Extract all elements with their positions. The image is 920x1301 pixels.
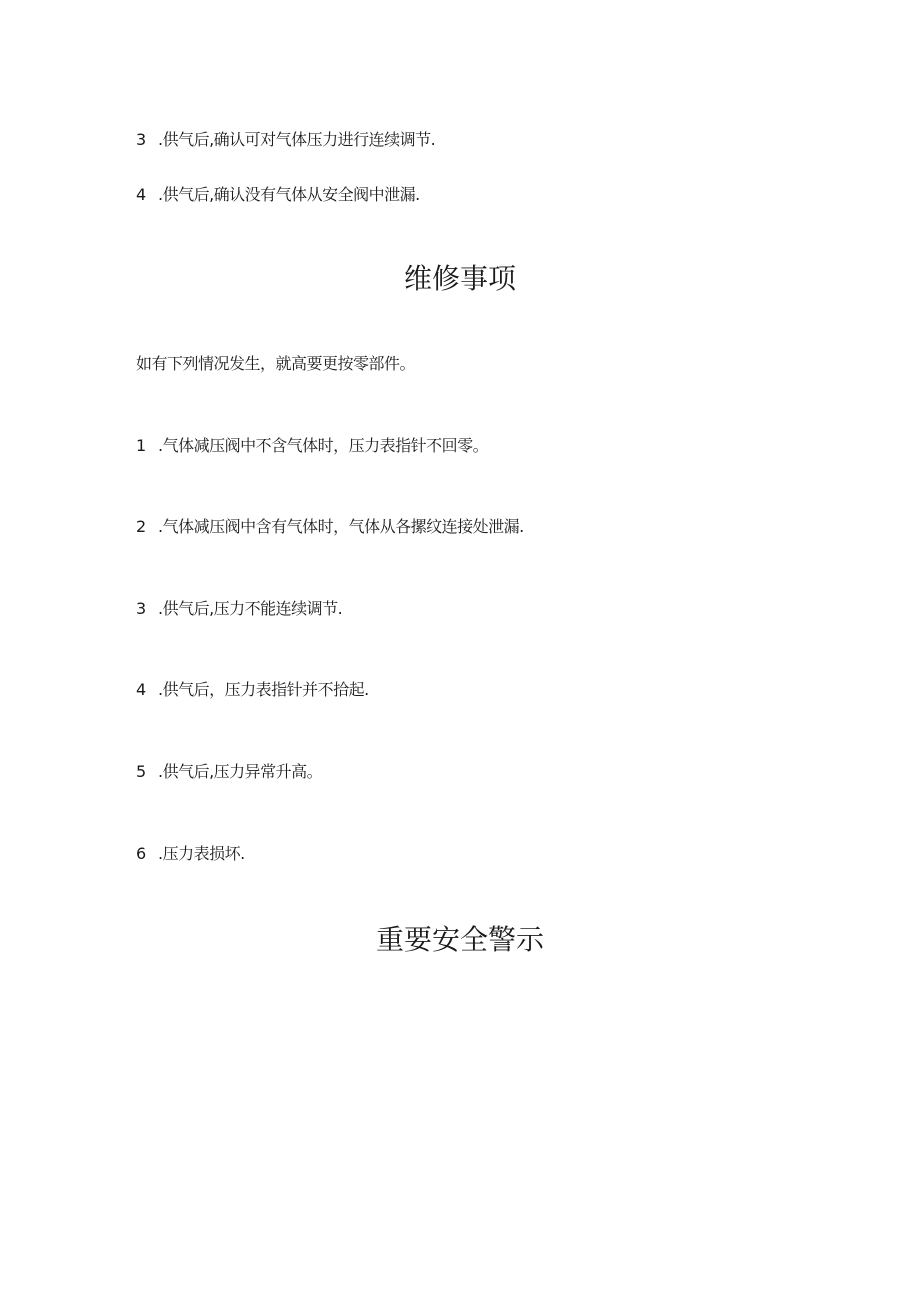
- item-text: .供气后，压力表指针并不拾起.: [158, 680, 369, 699]
- list-item: [136, 130, 435, 150]
- item-number: 5: [136, 762, 146, 781]
- list-item: [136, 517, 524, 537]
- list-item: [136, 599, 342, 619]
- item-number: 4: [136, 680, 146, 699]
- item-number: 6: [136, 844, 146, 863]
- list-item: [136, 762, 322, 782]
- item-number: 4: [136, 185, 146, 204]
- item-number: 1: [136, 436, 146, 455]
- item-text: .压力表损坏.: [158, 844, 245, 863]
- item-text: .气体减压阀中不含气体时，压力表指针不回零。: [158, 436, 489, 455]
- item-text: .供气后,压力异常升高。: [158, 762, 323, 781]
- item-number: 2: [136, 517, 146, 536]
- list-item: [136, 844, 245, 864]
- maintenance-intro: 如有下列情况发生，就高要更按零部件。: [136, 354, 416, 373]
- maintenance-heading: 维修事项: [403, 262, 516, 295]
- list-item: [136, 680, 369, 700]
- safety-heading: 重要安全警示: [375, 923, 544, 956]
- item-text: .供气后,压力不能连续调节.: [158, 599, 343, 618]
- item-text: .气体减压阀中含有气体时，气体从各摞纹连接处泄漏.: [158, 517, 524, 536]
- item-text: .供气后,确认没有气体从安全阀中泄漏.: [158, 185, 420, 204]
- item-number: 3: [136, 599, 146, 618]
- list-item: [136, 185, 420, 205]
- item-text: .供气后,确认可对气体压力进行连续调节.: [158, 130, 436, 149]
- item-number: 3: [136, 130, 146, 149]
- list-item: [136, 436, 488, 456]
